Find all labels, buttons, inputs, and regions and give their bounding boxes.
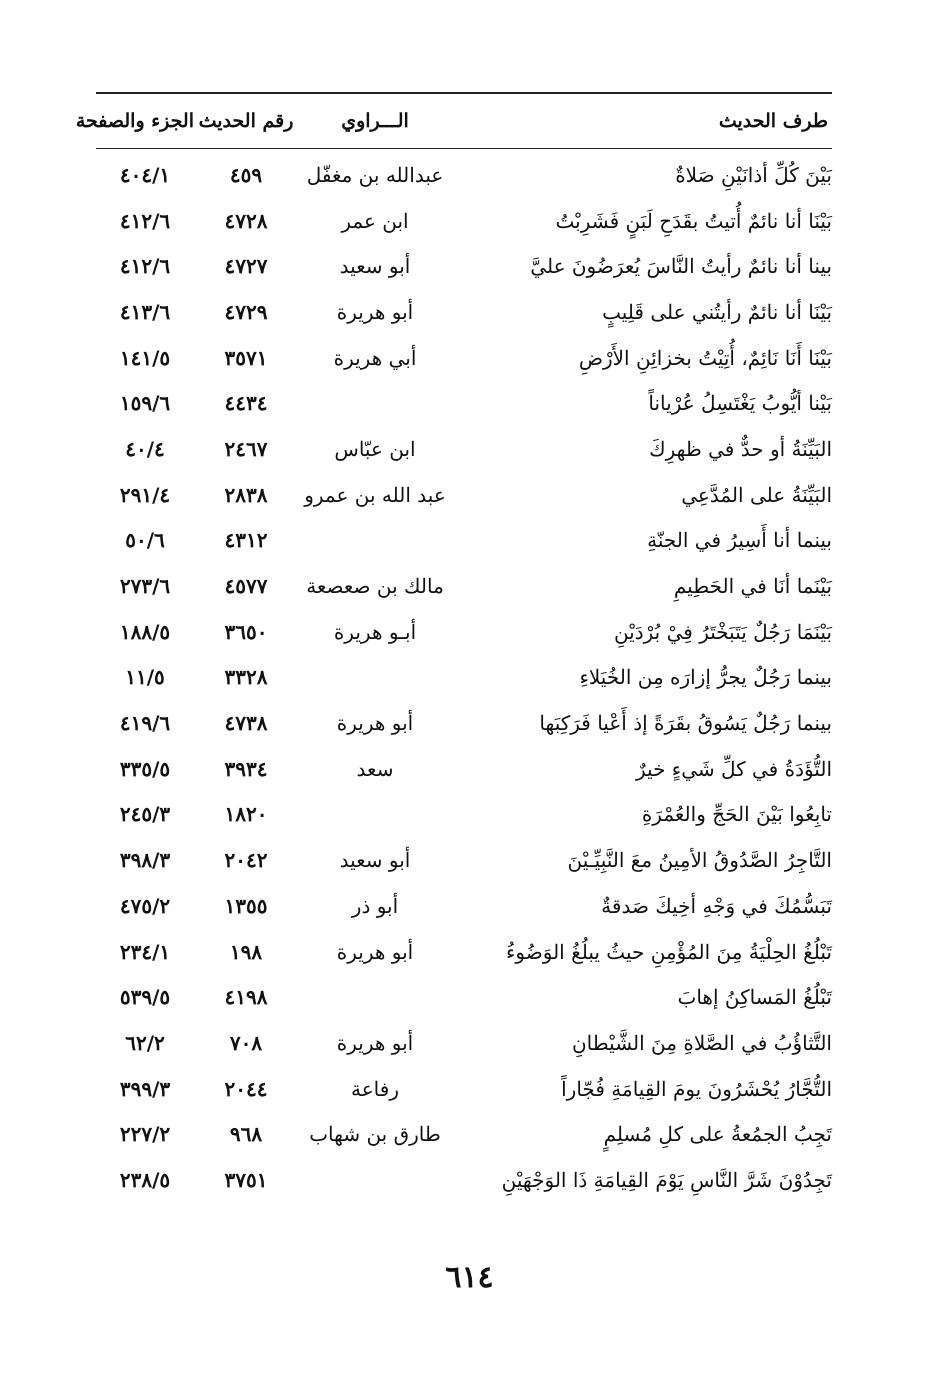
- table-row: [96, 1157, 832, 1203]
- volume-page: ٤٠٤/١: [119, 162, 171, 187]
- hadith-text: بينما رَجُلٌ يجرُّ إزارَه مِن الخُيَلاءِ: [579, 665, 832, 690]
- hadith-text: التُّجَّارُ يُحْشَرُونَ يومَ القِيامَةِ فُجّاراً: [561, 1076, 832, 1101]
- volume-page: ٥٠/٦: [125, 528, 165, 553]
- hadith-number: ٤٥٩: [229, 162, 263, 187]
- hadith-text: تابِعُوا بَيْنَ الحَجِّ والعُمْرَةِ: [641, 802, 832, 827]
- hadith-number: ٤٧٢٨: [224, 208, 268, 233]
- hadith-number: ٤٧٢٩: [224, 299, 268, 324]
- table-header: [75, 94, 832, 149]
- hadith-number: ١٣٥٥: [224, 893, 268, 918]
- hadith-number: ٤١٩٨: [224, 985, 268, 1010]
- hadith-text: التَّثاؤُبُ في الصَّلاةِ مِنَ الشَّيْطانِ: [571, 1030, 832, 1055]
- narrator: أبـو هريرة: [333, 619, 417, 644]
- hadith-text: تَجِبُ الجمُعةُ على كلِ مُسلِمٍ: [603, 1122, 832, 1147]
- table-row: [96, 792, 832, 838]
- header-narrator: الـــراوي: [341, 110, 409, 132]
- narrator: أبو هريرة: [336, 299, 414, 324]
- narrator: ابن عمر: [341, 208, 409, 233]
- table-row: [96, 243, 832, 289]
- hadith-number: ٩٦٨: [229, 1122, 263, 1147]
- header-number: رقم الحديث: [198, 110, 294, 132]
- table-row: [96, 380, 832, 426]
- hadith-text: البَيِّنَةُ على المُدَّعِي: [681, 482, 832, 507]
- narrator: طارق بن شهاب: [309, 1122, 441, 1147]
- hadith-text: تَجِدُوْنَ شَرَّ النَّاسِ يَوْمَ القِيامَةِ ذَا الوَجْهَيْنِ: [501, 1167, 832, 1192]
- table-row: [96, 335, 832, 381]
- hadith-number: ١٩٨: [229, 939, 263, 964]
- hadith-text: التَّاجِرُ الصَّدُوقُ الأمِينُ معَ النَّبِيِّـيْنَ: [567, 848, 832, 873]
- hadith-number: ٢٨٣٨: [224, 482, 268, 507]
- hadith-number: ٢٠٤٢: [224, 848, 268, 873]
- table-row: [96, 746, 832, 792]
- volume-page: ٢٣٤/١: [119, 939, 171, 964]
- hadith-number: ٢٤٦٧: [224, 436, 268, 461]
- volume-page: ٤١٢/٦: [119, 208, 171, 233]
- header-hadith: طرف الحديث: [718, 110, 828, 132]
- volume-page: ٤١٩/٦: [119, 711, 171, 736]
- volume-page: ٤١٣/٦: [119, 299, 171, 324]
- volume-page: ١٨٨/٥: [119, 619, 171, 644]
- table-row: [96, 152, 832, 198]
- table-row: [96, 609, 832, 655]
- hadith-text: بَيْنَا أَنَا نَائِمٌ، أُتِيْتُ بخزائِنِ الأَرْضِ: [578, 345, 832, 370]
- table-row: [96, 563, 832, 609]
- hadith-text: بَيْنَ كُلِّ أذانَيْنِ صَلاةٌ: [675, 162, 832, 187]
- table-row: [96, 1066, 832, 1112]
- narrator: أبي هريرة: [333, 345, 417, 370]
- hadith-text: بَيْنَا أنا نائمٌ رأيتُني على قَلِيبٍ: [602, 299, 832, 324]
- header-volume-page: الجزء والصفحة: [75, 110, 194, 132]
- hadith-number: ٤٧٣٨: [224, 711, 268, 736]
- table-row: [96, 198, 832, 244]
- hadith-text: البَيِّنَةُ أو حدٌّ في ظهرِكَ: [649, 436, 832, 461]
- hadith-number: ١٨٢٠: [224, 802, 268, 827]
- narrator: سعد: [356, 756, 394, 781]
- volume-page: ٦٢/٢: [125, 1030, 165, 1055]
- volume-page: ٢٢٧/٢: [119, 1122, 171, 1147]
- table-row: [96, 655, 832, 701]
- table-row: [96, 1111, 832, 1157]
- hadith-number: ٤٧٢٧: [224, 254, 268, 279]
- table-row: [96, 883, 832, 929]
- hadith-index-table: [75, 92, 832, 1203]
- narrator: عبد الله بن عمرو: [304, 482, 446, 507]
- hadith-text: تَبْلُغُ المَساكِنُ إهابَ: [677, 985, 832, 1010]
- hadith-text: بَيْنَا أنا نائمٌ أُتيتُ بقَدَحِ لَبَنٍ فَشَرِبْتُ: [555, 208, 832, 233]
- table-row: [96, 1020, 832, 1066]
- hadith-text: بينا أنا نائمٌ رأيتُ النَّاسَ يُعرَضُونَ عليَّ: [530, 254, 832, 279]
- hadith-text: بَيْنَمَا رَجُلٌ يَتَبَخْتَرُ فِيْ بُرْدَيْنِ: [613, 619, 832, 644]
- volume-page: ١٤١/٥: [119, 345, 171, 370]
- narrator: أبو هريرة: [336, 939, 414, 964]
- volume-page: ٤٠/٤: [125, 436, 165, 461]
- narrator: مالك بن صعصعة: [306, 574, 444, 599]
- table-row: [96, 518, 832, 564]
- hadith-number: ٣٧٥١: [224, 1167, 268, 1192]
- hadith-text: بينما أنا أَسِيرُ في الجنّةِ: [647, 528, 832, 553]
- table-row: [96, 929, 832, 975]
- volume-page: ٤١٢/٦: [119, 254, 171, 279]
- hadith-number: ٣٩٣٤: [224, 756, 268, 781]
- hadith-number: ٤٤٣٤: [224, 391, 268, 416]
- narrator: أبو هريرة: [336, 711, 414, 736]
- table-body: [96, 152, 832, 1203]
- narrator: رفاعة: [351, 1076, 399, 1101]
- hadith-number: ٧٠٨: [229, 1030, 263, 1055]
- hadith-number: ٣٥٧١: [224, 345, 268, 370]
- table-row: [96, 426, 832, 472]
- volume-page: ٢٩١/٤: [119, 482, 171, 507]
- table-row: [96, 289, 832, 335]
- hadith-text: بَيْنَما أنَا في الحَطِيمِ: [673, 574, 832, 599]
- table-row: [96, 837, 832, 883]
- narrator: أبو سعيد: [339, 254, 411, 279]
- narrator: أبو هريرة: [336, 1030, 414, 1055]
- volume-page: ٤٧٥/٢: [119, 893, 171, 918]
- hadith-text: تَبَسُّمُكَ في وَجْهِ أخِيكَ صَدقةٌ: [601, 893, 832, 918]
- hadith-text: بينما رَجُلٌ يَسُوقُ بقَرَةً إذ أَعْيا فَرَكِبَها: [539, 711, 832, 736]
- narrator: أبو سعيد: [339, 848, 411, 873]
- narrator: ابن عبّاس: [334, 436, 416, 461]
- page-number: ٦١٤: [445, 1260, 494, 1295]
- hadith-number: ٣٣٢٨: [224, 665, 268, 690]
- volume-page: ٢٣٨/٥: [119, 1167, 171, 1192]
- hadith-number: ٤٥٧٧: [224, 574, 268, 599]
- narrator: عبدالله بن مغفّل: [306, 162, 444, 187]
- volume-page: ٣٩٩/٣: [119, 1076, 171, 1101]
- volume-page: ٣٣٥/٥: [119, 756, 171, 781]
- table-row: [96, 700, 832, 746]
- volume-page: ٢٧٣/٦: [119, 574, 171, 599]
- hadith-text: تَبْلُغُ الحِلْيَةُ مِنَ المُؤْمِنِ حيثُ يبلُغُ الوَضُوءُ: [506, 939, 832, 964]
- hadith-number: ٣٦٥٠: [224, 619, 268, 644]
- hadith-number: ٤٣١٢: [224, 528, 268, 553]
- narrator: أبو ذر: [351, 893, 399, 918]
- volume-page: ١١/٥: [125, 665, 165, 690]
- hadith-text: بَيْنا أيُّوبُ يَغْتَسِلُ عُرْياناً: [648, 391, 832, 416]
- volume-page: ١٥٩/٦: [119, 391, 171, 416]
- volume-page: ٢٤٥/٣: [119, 802, 171, 827]
- table-row: [96, 974, 832, 1020]
- table-row: [96, 472, 832, 518]
- hadith-number: ٢٠٤٤: [224, 1076, 268, 1101]
- volume-page: ٥٣٩/٥: [119, 985, 171, 1010]
- volume-page: ٣٩٨/٣: [119, 848, 171, 873]
- hadith-text: التُّؤَدَةُ في كلِّ شَيءٍ خيرٌ: [636, 756, 832, 781]
